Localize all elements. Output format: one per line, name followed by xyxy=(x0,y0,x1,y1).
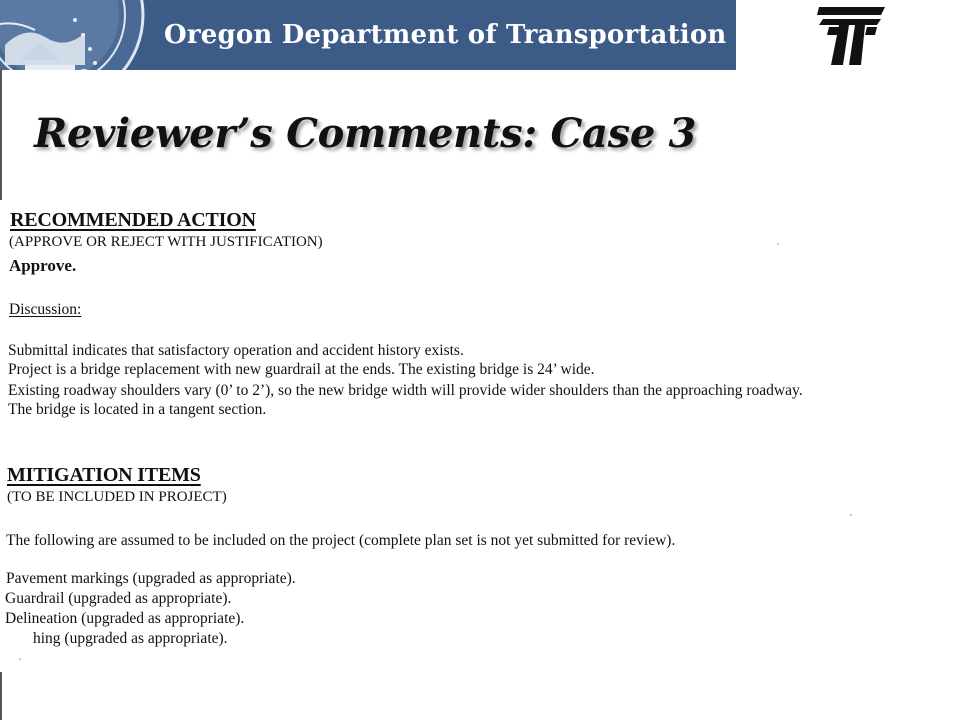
discussion-line: Existing roadway shoulders vary (0’ to 2’), so the new bridge width will provide wider shoulders than the approaching roadway. xyxy=(8,382,803,399)
mitigation-item: Pavement markings (upgraded as appropriate). xyxy=(6,570,296,587)
mitigation-item: Guardrail (upgraded as appropriate). xyxy=(5,590,232,607)
recommended-action-heading: RECOMMENDED ACTION xyxy=(10,209,256,231)
discussion-line: The bridge is located in a tangent section. xyxy=(8,401,267,418)
mitigation-item: hing (upgraded as appropriate). xyxy=(33,630,228,647)
discussion-line: Project is a bridge replacement with new guardrail at the ends. The existing bridge is 24’ wide. xyxy=(8,361,595,378)
scan-speck xyxy=(19,658,21,660)
mitigation-item: Delineation (upgraded as appropriate). xyxy=(5,610,245,627)
scan-speck xyxy=(777,243,779,245)
mitigation-intro: The following are assumed to be included on the project (complete plan set is not yet submitted for review). xyxy=(6,532,676,549)
scan-speck xyxy=(850,514,852,516)
mitigation-items-heading: MITIGATION ITEMS xyxy=(7,464,201,486)
organization-title: Oregon Department of Transportation xyxy=(164,20,727,50)
mitigation-items-subheading: (TO BE INCLUDED IN PROJECT) xyxy=(7,489,227,505)
discussion-label: Discussion: xyxy=(9,301,82,318)
recommended-action-subheading: (APPROVE OR REJECT WITH JUSTIFICATION) xyxy=(9,234,323,250)
discussion-line: Submittal indicates that satisfactory operation and accident history exists. xyxy=(8,342,464,359)
slide-title: Reviewer’s Comments: Case 3 xyxy=(34,110,697,157)
decision-text: Approve. xyxy=(9,256,77,275)
